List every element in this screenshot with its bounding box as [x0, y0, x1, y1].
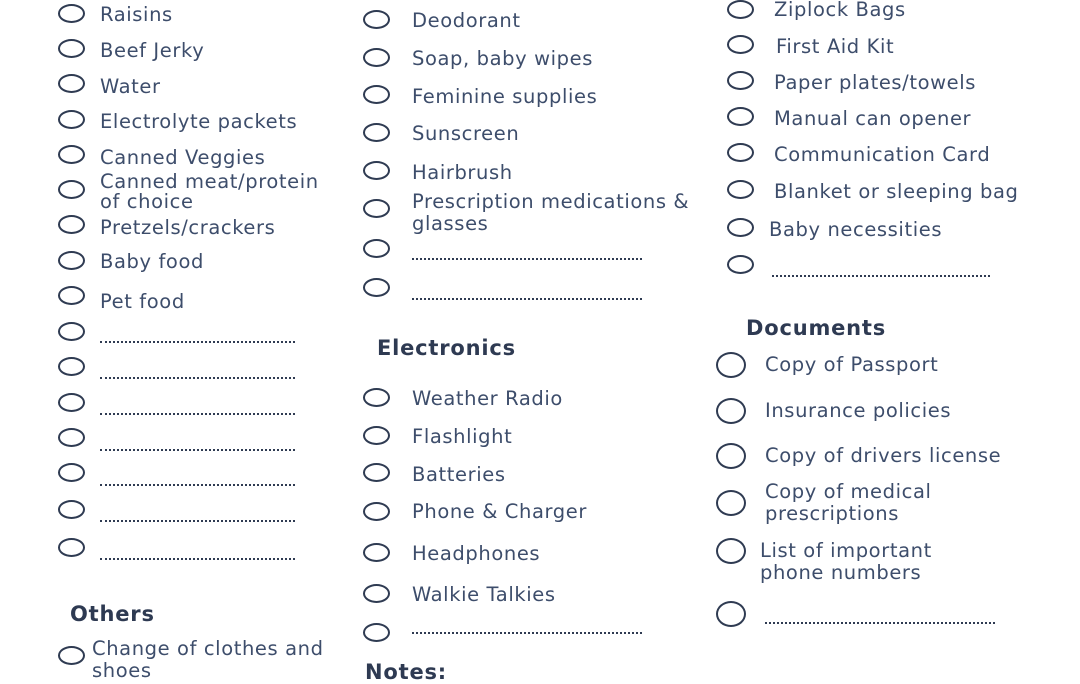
- checkbox-circle[interactable]: [727, 71, 754, 90]
- checkbox-circle[interactable]: [716, 490, 746, 516]
- checkbox-circle[interactable]: [58, 357, 85, 376]
- item-label: Pretzels/crackers: [100, 216, 276, 239]
- blank-line[interactable]: [772, 275, 990, 277]
- item-label: Ziplock Bags: [774, 0, 906, 21]
- checkbox-circle[interactable]: [363, 543, 390, 562]
- checkbox-circle[interactable]: [363, 388, 390, 407]
- item-label: Baby food: [100, 250, 204, 273]
- item-label: Prescription medications & glasses: [412, 190, 690, 235]
- item-label: Feminine supplies: [412, 85, 598, 108]
- item-label: First Aid Kit: [776, 35, 895, 58]
- item-label: Electrolyte packets: [100, 110, 298, 133]
- blank-line[interactable]: [100, 449, 295, 451]
- checkbox-circle[interactable]: [58, 251, 85, 270]
- item-label: Insurance policies: [765, 399, 952, 422]
- checkbox-circle[interactable]: [727, 143, 754, 162]
- item-label: Beef Jerky: [100, 39, 205, 62]
- checkbox-circle[interactable]: [716, 398, 746, 424]
- item-label: Copy of drivers license: [765, 444, 1002, 467]
- section-heading-documents: Documents: [746, 316, 887, 340]
- checkbox-circle[interactable]: [363, 278, 390, 297]
- section-heading-others: Others: [70, 602, 155, 626]
- item-label: Batteries: [412, 463, 506, 486]
- checkbox-circle[interactable]: [716, 601, 746, 627]
- item-label: Weather Radio: [412, 387, 563, 410]
- checkbox-circle[interactable]: [58, 463, 85, 482]
- item-label: Soap, baby wipes: [412, 47, 593, 70]
- blank-line[interactable]: [100, 413, 295, 415]
- checkbox-circle[interactable]: [716, 538, 746, 564]
- item-label: Hairbrush: [412, 161, 513, 184]
- item-label: Blanket or sleeping bag: [774, 180, 1019, 203]
- checkbox-circle[interactable]: [727, 255, 754, 274]
- checkbox-circle[interactable]: [363, 123, 390, 142]
- blank-line[interactable]: [412, 632, 642, 634]
- item-label: Raisins: [100, 3, 173, 26]
- checkbox-circle[interactable]: [716, 352, 746, 378]
- item-label: List of important phone numbers: [760, 539, 932, 584]
- checkbox-circle[interactable]: [58, 110, 85, 129]
- item-label: Communication Card: [774, 143, 991, 166]
- item-label: Copy of medical prescriptions: [765, 480, 932, 525]
- checkbox-circle[interactable]: [363, 10, 390, 29]
- checkbox-circle[interactable]: [727, 218, 754, 237]
- blank-line[interactable]: [100, 341, 295, 343]
- checkbox-circle[interactable]: [363, 48, 390, 67]
- item-label: Paper plates/towels: [774, 71, 977, 94]
- blank-line[interactable]: [412, 258, 642, 260]
- checkbox-circle[interactable]: [58, 4, 85, 23]
- checkbox-circle[interactable]: [363, 239, 390, 258]
- blank-line[interactable]: [100, 377, 295, 379]
- checkbox-circle[interactable]: [58, 145, 85, 164]
- item-label: Deodorant: [412, 9, 521, 32]
- checkbox-circle[interactable]: [727, 107, 754, 126]
- checkbox-circle[interactable]: [58, 538, 85, 557]
- checkbox-circle[interactable]: [58, 428, 85, 447]
- checkbox-circle[interactable]: [58, 74, 85, 93]
- checkbox-circle[interactable]: [58, 286, 85, 305]
- item-label: Sunscreen: [412, 122, 520, 145]
- blank-line[interactable]: [100, 558, 295, 560]
- item-label: Headphones: [412, 542, 541, 565]
- section-heading-notes: Notes:: [365, 660, 447, 684]
- checkbox-circle[interactable]: [363, 85, 390, 104]
- checkbox-circle[interactable]: [716, 443, 746, 469]
- blank-line[interactable]: [412, 298, 642, 300]
- checkbox-circle[interactable]: [363, 161, 390, 180]
- checkbox-circle[interactable]: [363, 623, 390, 642]
- checkbox-circle[interactable]: [363, 502, 390, 521]
- item-label: Canned Veggies: [100, 146, 266, 169]
- item-label: Flashlight: [412, 425, 513, 448]
- checkbox-circle[interactable]: [363, 463, 390, 482]
- item-label: Pet food: [100, 290, 185, 313]
- blank-line[interactable]: [100, 520, 295, 522]
- checkbox-circle[interactable]: [58, 180, 85, 199]
- checkbox-circle[interactable]: [58, 393, 85, 412]
- item-label: Water: [100, 75, 161, 98]
- checkbox-circle[interactable]: [727, 35, 754, 54]
- checkbox-circle[interactable]: [363, 426, 390, 445]
- checkbox-circle[interactable]: [58, 215, 85, 234]
- checkbox-circle[interactable]: [58, 500, 85, 519]
- checkbox-circle[interactable]: [363, 584, 390, 603]
- item-label: Manual can opener: [774, 107, 972, 130]
- item-label: Copy of Passport: [765, 353, 939, 376]
- checkbox-circle[interactable]: [58, 646, 85, 665]
- checkbox-circle[interactable]: [58, 39, 85, 58]
- item-label: Walkie Talkies: [412, 583, 556, 606]
- item-label: Change of clothes and shoes: [92, 637, 324, 682]
- checkbox-circle[interactable]: [727, 180, 754, 199]
- blank-line[interactable]: [100, 484, 295, 486]
- item-label: Baby necessities: [769, 218, 943, 241]
- blank-line[interactable]: [765, 622, 995, 624]
- item-label: Canned meat/protein of choice: [100, 170, 319, 213]
- checkbox-circle[interactable]: [58, 322, 85, 341]
- checkbox-circle[interactable]: [363, 199, 390, 218]
- section-heading-electronics: Electronics: [377, 336, 516, 360]
- checkbox-circle[interactable]: [727, 0, 754, 19]
- item-label: Phone & Charger: [412, 500, 587, 523]
